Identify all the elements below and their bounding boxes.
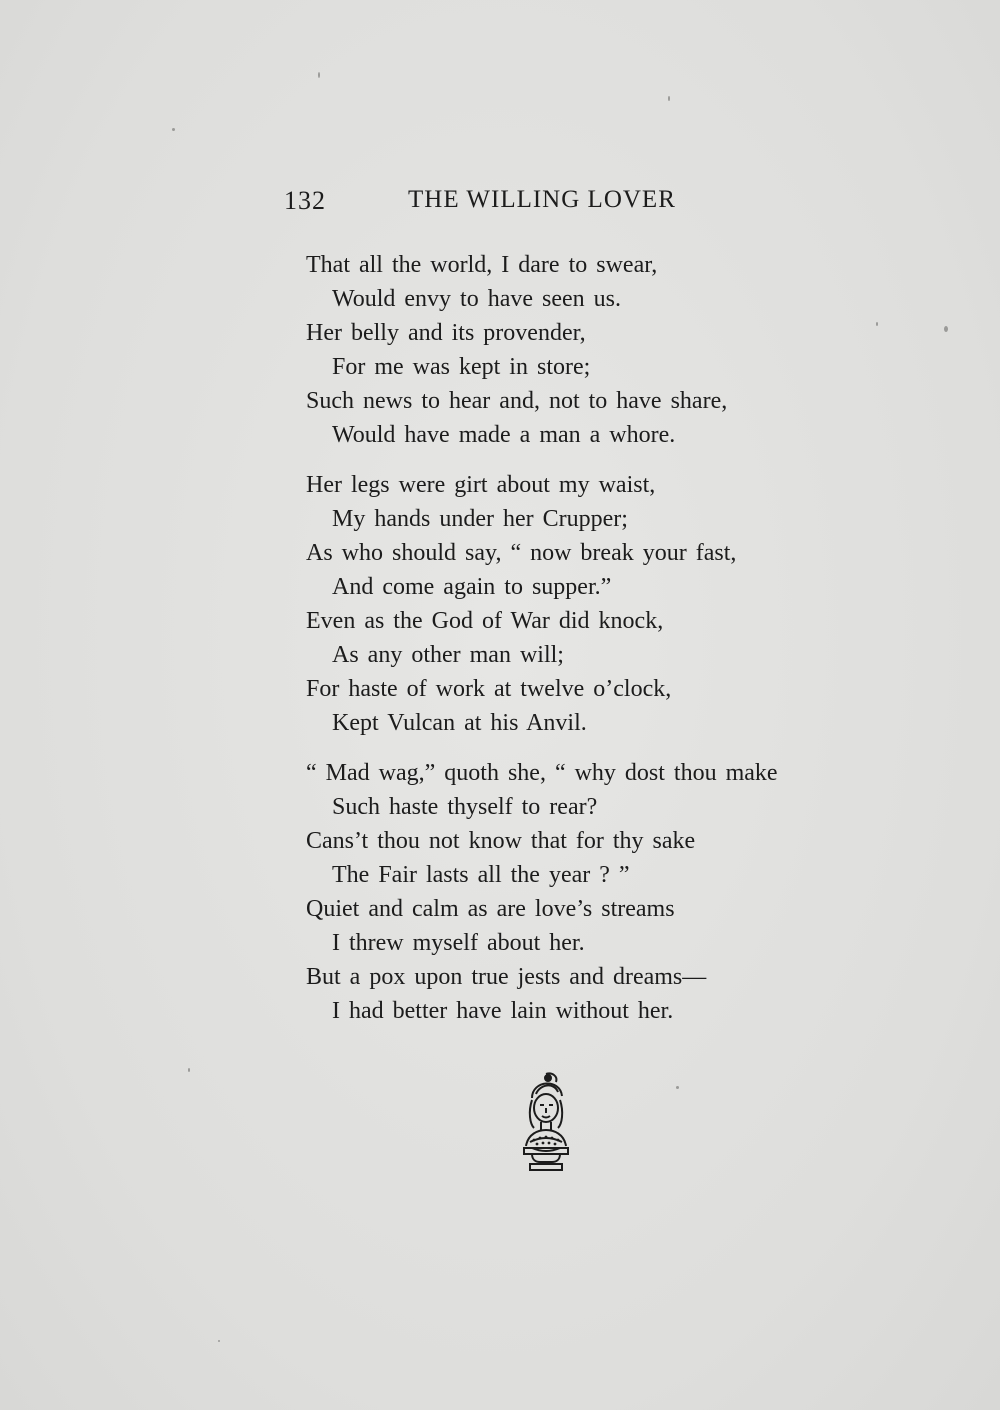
stanza — [306, 248, 866, 452]
poem-line: Would have made a man a whore. — [332, 422, 676, 448]
poem-line: Kept Vulcan at his Anvil. — [332, 710, 587, 736]
poem-body — [306, 248, 866, 1044]
stanza — [306, 468, 866, 740]
paper-speck — [172, 128, 175, 131]
bust-ornament-icon — [510, 1068, 582, 1176]
poem-line: Such news to hear and, not to have share, — [306, 388, 728, 414]
poem-line: For me was kept in store; — [332, 354, 591, 380]
poem-line: For haste of work at twelve o’clock, — [306, 676, 672, 702]
poem-line: “ Mad wag,” quoth she, “ why dost thou make — [306, 760, 778, 786]
paper-speck — [676, 1086, 679, 1089]
poem-line: As who should say, “ now break your fast, — [306, 540, 737, 566]
poem-line: Such haste thyself to rear? — [332, 794, 598, 820]
paper-speck — [944, 326, 948, 332]
poem-line: Would envy to have seen us. — [332, 286, 622, 312]
poem-line: As any other man will; — [332, 642, 564, 668]
running-title: THE WILLING LOVER — [408, 186, 676, 213]
paper-speck — [318, 72, 320, 78]
poem-line: And come again to supper.” — [332, 574, 612, 600]
poem-line: My hands under her Crupper; — [332, 506, 628, 532]
poem-line: I had better have lain without her. — [332, 998, 674, 1024]
paper-speck — [218, 1340, 220, 1342]
poem-line: The Fair lasts all the year ? ” — [332, 862, 630, 888]
page-header — [284, 186, 724, 226]
stanza — [306, 756, 866, 1028]
poem-line: Her legs were girt about my waist, — [306, 472, 656, 498]
poem-line: Her belly and its provender, — [306, 320, 586, 346]
page-number: 132 — [284, 186, 326, 215]
poem-line: That all the world, I dare to swear, — [306, 252, 658, 278]
poem-line: Even as the God of War did knock, — [306, 608, 664, 634]
poem-line: Quiet and calm as are love’s streams — [306, 896, 675, 922]
paper-speck — [668, 96, 670, 101]
poem-line: Cans’t thou not know that for thy sake — [306, 828, 696, 854]
poem-line: I threw myself about her. — [332, 930, 585, 956]
poem-line: But a pox upon true jests and dreams— — [306, 964, 707, 990]
paper-speck — [188, 1068, 190, 1072]
paper-speck — [876, 322, 878, 326]
